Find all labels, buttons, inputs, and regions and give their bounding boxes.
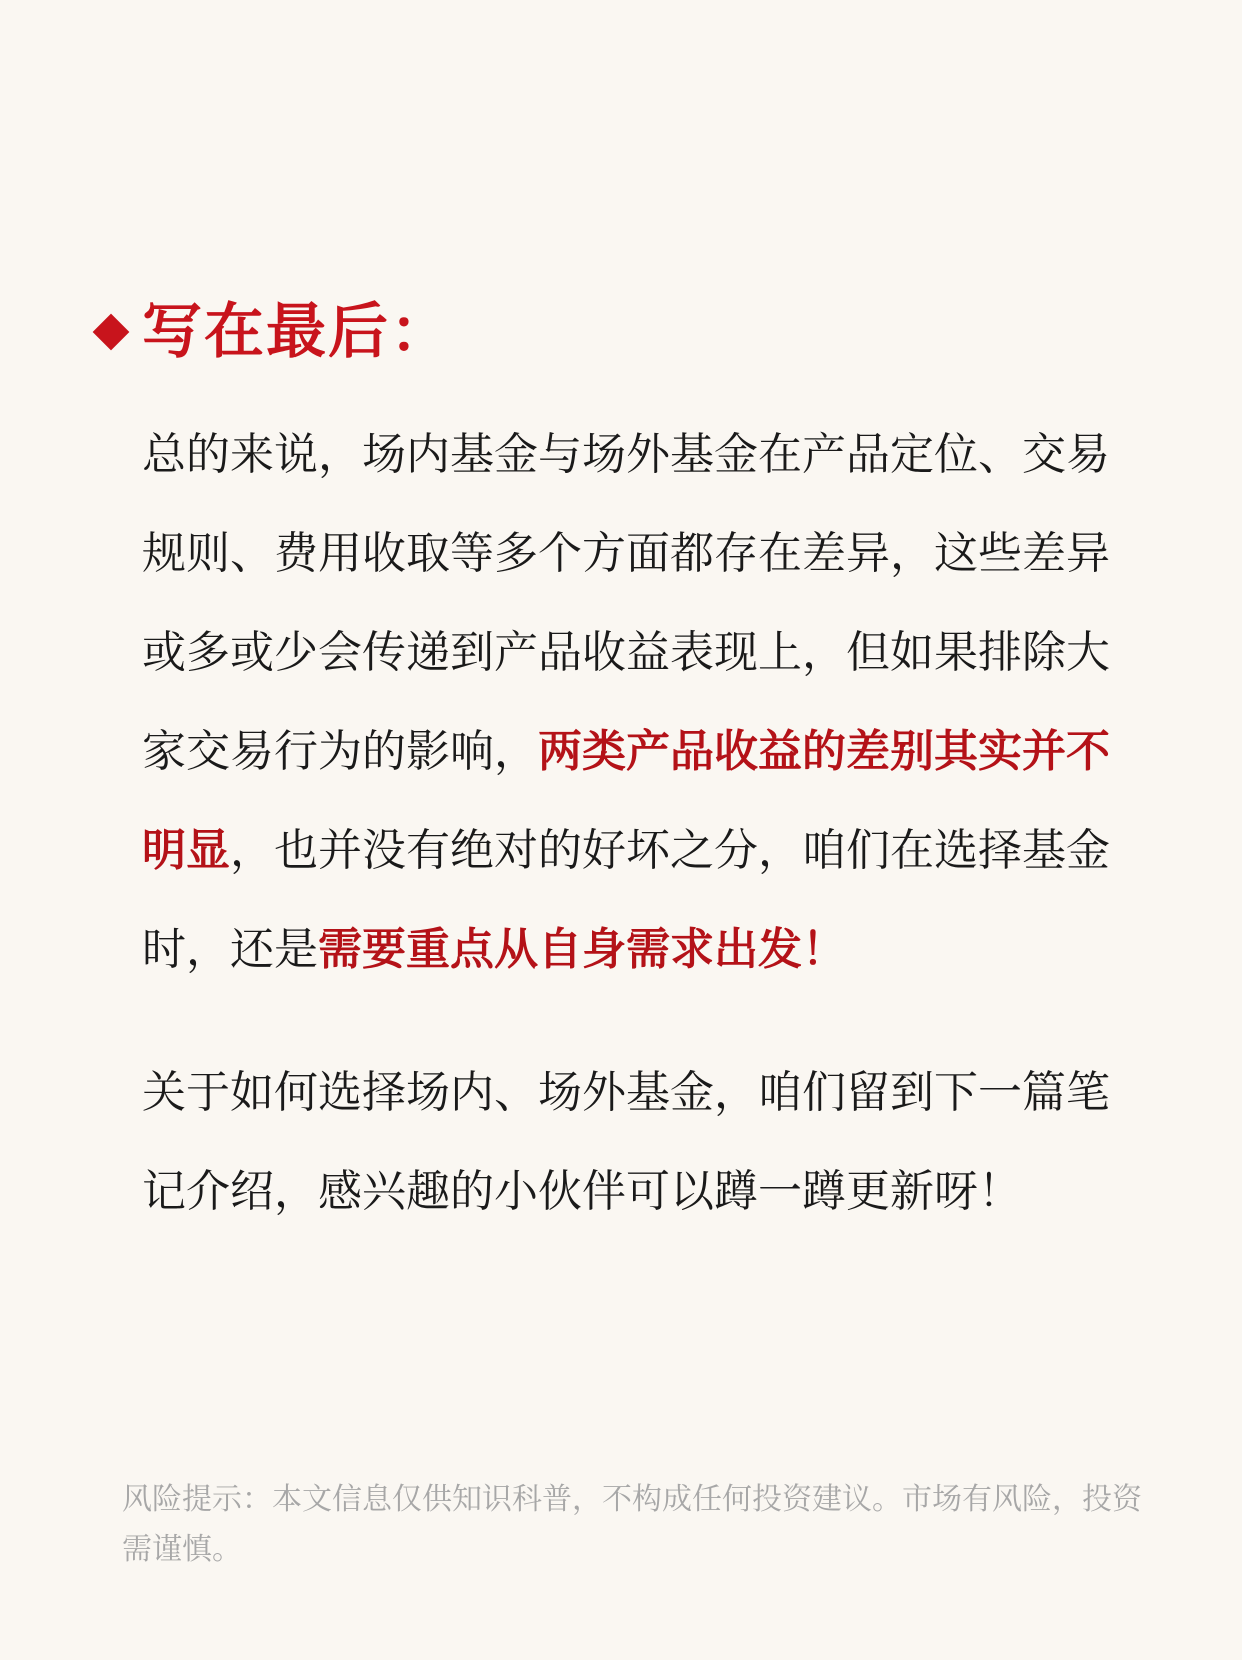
paragraph-text: 关于如何选择场内、场外基金，咱们留到下一篇笔记介绍，感兴趣的小伙伴可以蹲一蹲更新呀！ (142, 1067, 1110, 1217)
article-body (142, 405, 1122, 1241)
paragraph-text: ，也并没有绝对的好坏之分，咱们在选择基金时，还是 (142, 825, 1110, 975)
risk-disclaimer: 风险提示：本文信息仅供知识科普，不构成任何投资建议。市场有风险，投资需谨慎。 (122, 1482, 1142, 1567)
paragraph-next-note (142, 1043, 1122, 1241)
paragraph-text: 总的来说，场内基金与场外基金在产品定位、交易规则、费用收取等多个方面都存在差异，这些差异或多或少会传递到产品收益表现上，但如果排除大家交易行为的影响， (142, 429, 1110, 777)
paragraph-summary (142, 405, 1122, 999)
heading-title: 写在最后： (142, 297, 452, 367)
highlighted-text: 需要重点从自身需求出发！ (318, 924, 846, 975)
section-heading (92, 292, 452, 372)
highlighted-text: 两类产品收益的差别其实并不明显 (142, 726, 1110, 876)
diamond-bullet-icon (93, 314, 130, 351)
